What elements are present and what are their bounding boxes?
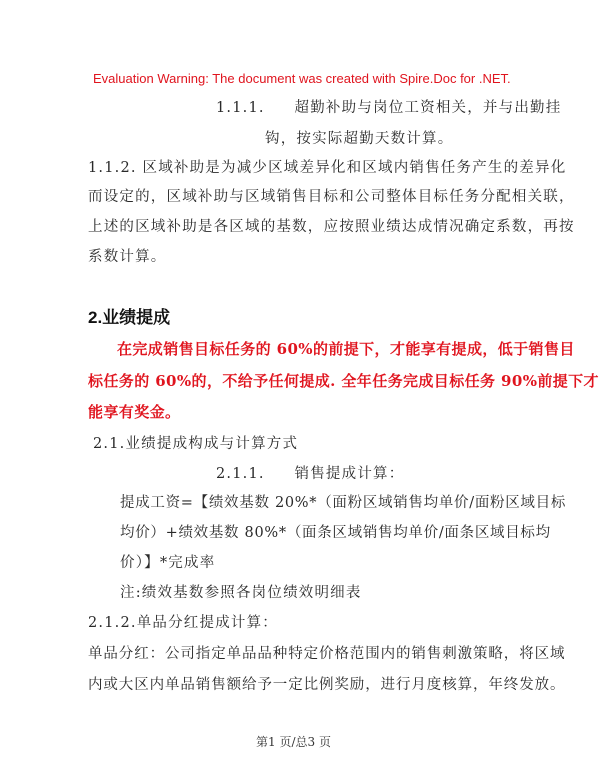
item-title: 2.1.2.单品分红提成计算： (88, 615, 279, 631)
item-text-line: 超勤补助与岗位工资相关，并与出勤挂 (294, 100, 562, 116)
formula-line: 均价）+绩效基数 80%*（面条区域销售均单价/面条区域目标均 (120, 525, 551, 541)
evaluation-warning: Evaluation Warning: The document was created with Spire.Doc for .NET. (93, 71, 511, 86)
paragraph-line: 标任务的 60%的，不给予任何提成. 全年任务完成目标任务 90%前提下才 (88, 372, 599, 390)
item-number: 2.1.1. (216, 466, 265, 482)
page-footer: 第1 页/总3 页 (256, 735, 331, 749)
paragraph-line: 1.1.2. 区域补助是为减少区域差异化和区域内销售任务产生的差异化 (88, 160, 567, 176)
paragraph-line: 而设定的，区域补助与区域销售目标和公司整体目标任务分配相关联， (88, 189, 575, 205)
formula-line: 价）】*完成率 (120, 555, 216, 571)
paragraph-line: 系数计算。 (88, 249, 167, 265)
paragraph-line: 内或大区内单品销售额给予一定比例奖励，进行月度核算，年终发放。 (88, 677, 566, 693)
item-number: 1.1.1. (216, 100, 265, 116)
item-text-line: 钩，按实际超勤天数计算。 (265, 131, 454, 147)
subheading-2-1: 2.1.业绩提成构成与计算方式 (93, 436, 299, 452)
paragraph-line: 单品分红：公司指定单品品种特定价格范围内的销售刺激策略，将区域 (88, 646, 566, 662)
paragraph-line: 上述的区域补助是各区域的基数，应按照业绩达成情况确定系数，再按 (88, 219, 575, 235)
formula-line: 提成工资=【绩效基数 20%*（面粉区域销售均单价/面粉区域目标 (120, 495, 567, 511)
note: 注:绩效基数参照各岗位绩效明细表 (120, 585, 362, 601)
item-title: 销售提成计算： (294, 466, 405, 482)
section-heading: 2.业绩提成 (88, 308, 171, 327)
paragraph-line: 在完成销售目标任务的 60%的前提下，才能享有提成，低于销售目 (117, 340, 575, 358)
paragraph-line: 能享有奖金。 (88, 403, 181, 421)
